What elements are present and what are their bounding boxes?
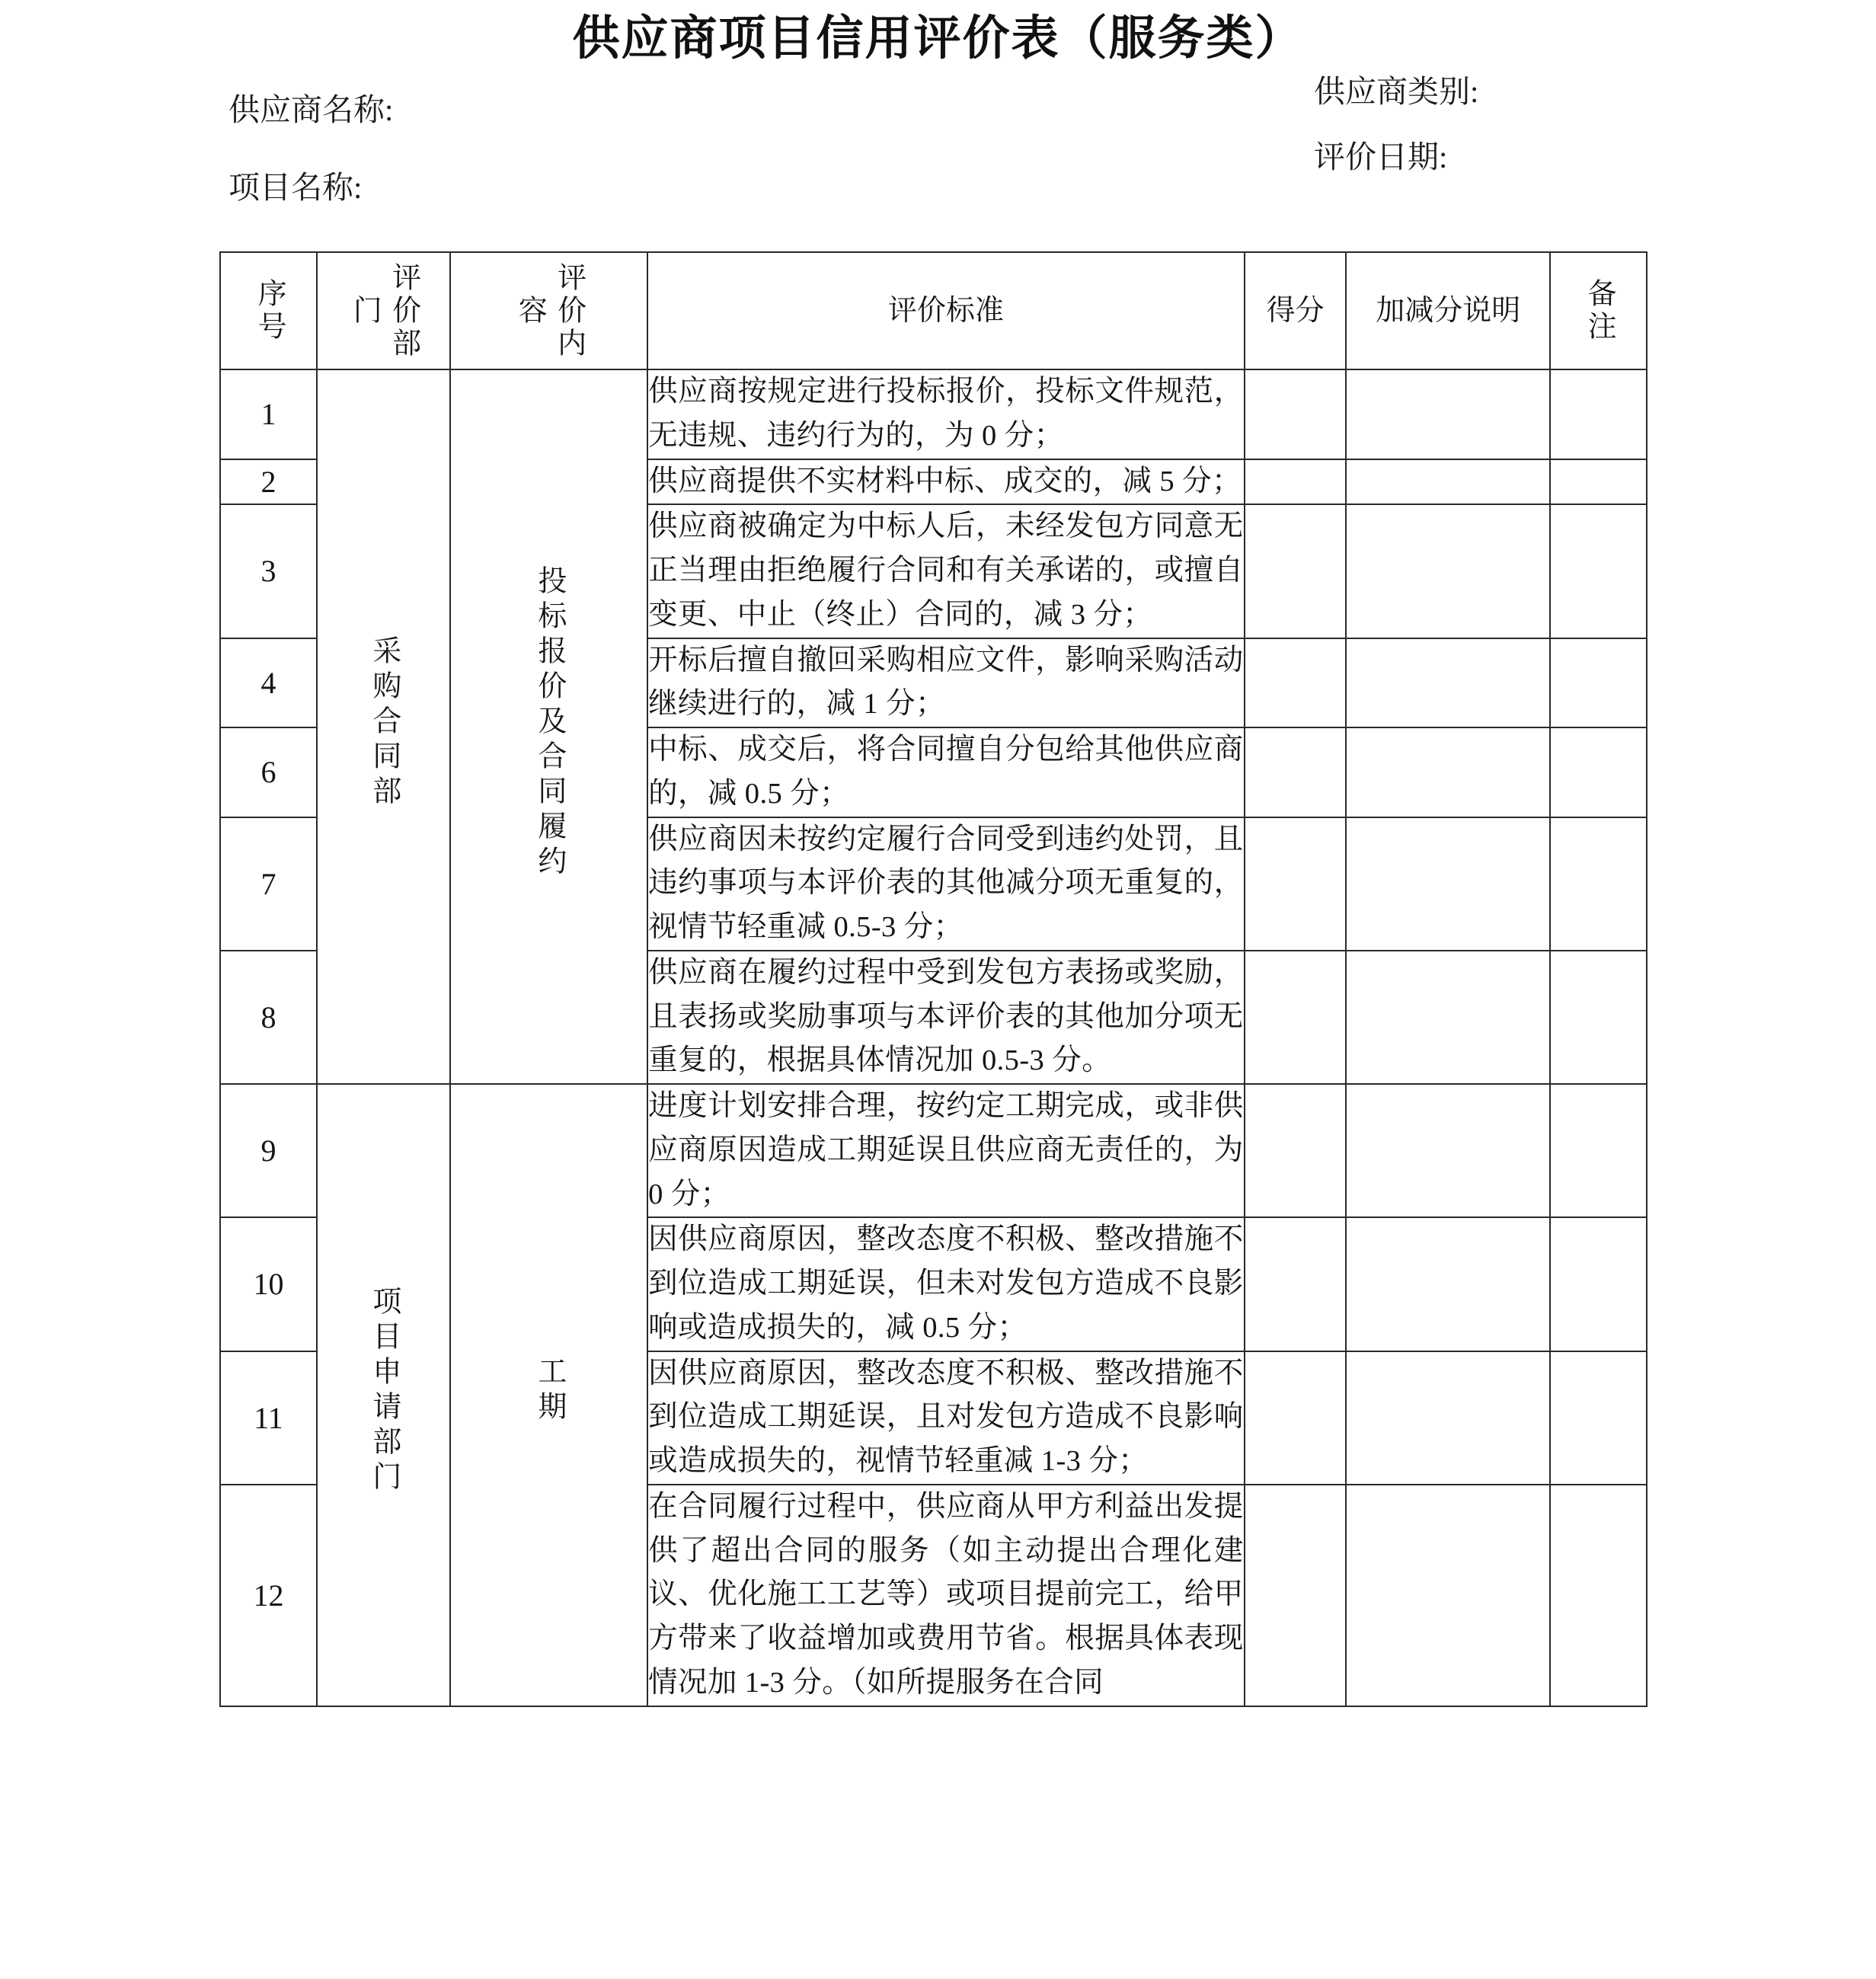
cell-standard: 进度计划安排合理，按约定工期完成，或非供应商原因造成工期延误且供应商无责任的，为 0 分； (647, 1084, 1245, 1217)
cell-explanation[interactable] (1346, 459, 1550, 505)
col-header-no: 序号 (220, 252, 317, 369)
header-meta-right (1314, 69, 1679, 181)
cell-no: 11 (220, 1351, 317, 1485)
cell-explanation[interactable] (1346, 638, 1550, 728)
col-header-score: 得分 (1245, 252, 1347, 369)
cell-explanation[interactable] (1346, 369, 1550, 459)
col-header-remark: 备注 (1550, 252, 1647, 369)
cell-standard: 在合同履行过程中，供应商从甲方利益出发提供了超出合同的服务（如主动提出合理化建议、优化施工工艺等）或项目提前完工，给甲方带来了收益增加或费用节省。根据具体表现情况加 1-3 分。（如所提服务在合同 (647, 1485, 1245, 1706)
header-meta-left (229, 86, 952, 212)
cell-remark[interactable] (1550, 459, 1647, 505)
cell-explanation[interactable] (1346, 1217, 1550, 1351)
cell-remark[interactable] (1550, 369, 1647, 459)
cell-item-group-1: 投标报价及合同履约 (450, 369, 647, 1084)
cell-score[interactable] (1245, 817, 1347, 951)
cell-score[interactable] (1245, 369, 1347, 459)
cell-explanation[interactable] (1346, 1485, 1550, 1706)
cell-explanation[interactable] (1346, 951, 1550, 1084)
cell-remark[interactable] (1550, 638, 1647, 728)
cell-standard: 供应商按规定进行投标报价，投标文件规范，无违规、违约行为的，为 0 分； (647, 369, 1245, 459)
table-row (220, 369, 1647, 459)
cell-score[interactable] (1245, 1351, 1347, 1485)
cell-explanation[interactable] (1346, 504, 1550, 638)
supplier-category-field[interactable]: 供应商类别: (1314, 74, 1479, 110)
col-header-explanation: 加减分说明 (1346, 252, 1550, 369)
header-meta (0, 74, 1876, 208)
cell-no: 2 (220, 459, 317, 505)
cell-standard: 供应商提供不实材料中标、成交的，减 5 分； (647, 459, 1245, 505)
cell-explanation[interactable] (1346, 1084, 1550, 1217)
supplier-name-field[interactable]: 供应商名称: (229, 92, 394, 128)
cell-explanation[interactable] (1346, 1351, 1550, 1485)
cell-remark[interactable] (1550, 504, 1647, 638)
cell-standard: 中标、成交后，将合同擅自分包给其他供应商的，减 0.5 分； (647, 727, 1245, 817)
cell-standard: 供应商因未按约定履行合同受到违约处罚，且违约事项与本评价表的其他减分项无重复的，视情节轻重减 0.5-3 分； (647, 817, 1245, 951)
cell-no: 12 (220, 1485, 317, 1706)
table-row (220, 1084, 1647, 1217)
cell-score[interactable] (1245, 951, 1347, 1084)
cell-dept-group-1: 采购合同部 (317, 369, 450, 1084)
cell-no: 4 (220, 638, 317, 728)
cell-score[interactable] (1245, 459, 1347, 505)
cell-score[interactable] (1245, 727, 1347, 817)
cell-standard: 供应商被确定为中标人后，未经发包方同意无正当理由拒绝履行合同和有关承诺的，或擅自变更、中止（终止）合同的，减 3 分； (647, 504, 1245, 638)
cell-explanation[interactable] (1346, 817, 1550, 951)
cell-remark[interactable] (1550, 1485, 1647, 1706)
cell-remark[interactable] (1550, 727, 1647, 817)
col-header-item: 评价内容 (450, 252, 647, 369)
cell-score[interactable] (1245, 1217, 1347, 1351)
cell-standard: 因供应商原因，整改态度不积极、整改措施不到位造成工期延误，但未对发包方造成不良影响或造成损失的，减 0.5 分； (647, 1217, 1245, 1351)
evaluation-table-wrapper (219, 251, 1647, 1707)
page-title: 供应商项目信用评价表（服务类） (572, 13, 1304, 65)
cell-remark[interactable] (1550, 1217, 1647, 1351)
project-name-field[interactable]: 项目名称: (229, 169, 363, 205)
cell-no: 6 (220, 727, 317, 817)
cell-no: 3 (220, 504, 317, 638)
cell-no: 8 (220, 951, 317, 1084)
cell-remark[interactable] (1550, 1351, 1647, 1485)
cell-no: 7 (220, 817, 317, 951)
cell-score[interactable] (1245, 1485, 1347, 1706)
cell-standard: 供应商在履约过程中受到发包方表扬或奖励，且表扬或奖励事项与本评价表的其他加分项无重复的，根据具体情况加 0.5-3 分。 (647, 951, 1245, 1084)
cell-remark[interactable] (1550, 1084, 1647, 1217)
cell-standard: 因供应商原因，整改态度不积极、整改措施不到位造成工期延误，且对发包方造成不良影响或造成损失的，视情节轻重减 1-3 分； (647, 1351, 1245, 1485)
cell-explanation[interactable] (1346, 727, 1550, 817)
col-header-standard: 评价标准 (647, 252, 1245, 369)
cell-no: 9 (220, 1084, 317, 1217)
table-header-row (220, 252, 1647, 369)
col-header-dept: 评价部门 (317, 252, 450, 369)
cell-remark[interactable] (1550, 951, 1647, 1084)
cell-score[interactable] (1245, 1084, 1347, 1217)
evaluation-table (219, 251, 1647, 1707)
cell-dept-group-2: 项目申请部门 (317, 1084, 450, 1706)
cell-remark[interactable] (1550, 817, 1647, 951)
cell-score[interactable] (1245, 638, 1347, 728)
evaluation-date-field[interactable]: 评价日期: (1314, 139, 1448, 174)
cell-no: 10 (220, 1217, 317, 1351)
cell-no: 1 (220, 369, 317, 459)
cell-standard: 开标后擅自撤回采购相应文件，影响采购活动继续进行的，减 1 分； (647, 638, 1245, 728)
cell-score[interactable] (1245, 504, 1347, 638)
cell-item-group-2: 工期 (450, 1084, 647, 1706)
